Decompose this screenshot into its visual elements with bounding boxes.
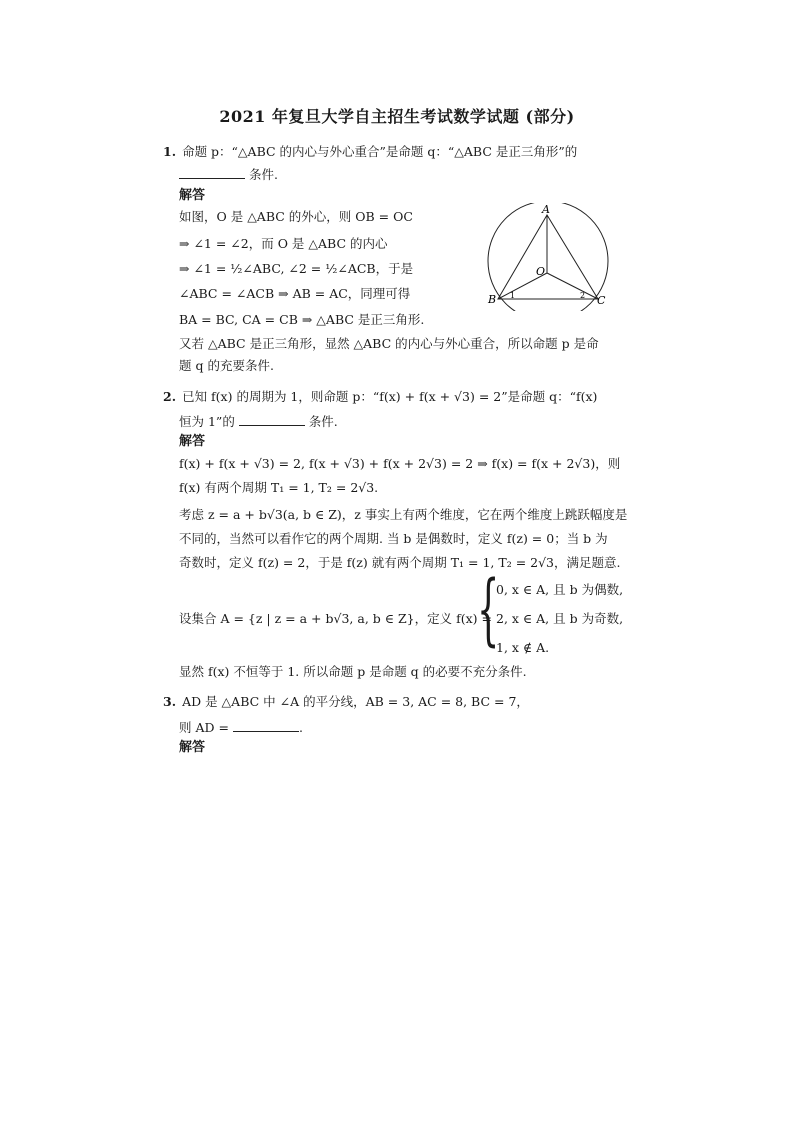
q2-case-1: 0, x ∈ A, 且 b 为偶数, <box>496 582 624 597</box>
q1-stem-line2 <box>179 166 278 183</box>
q2-stem-text-2: 恒为 1”的 <box>179 414 235 429</box>
q2-solution-line-2: f(x) 有两个周期 T₁ = 1, T₂ = 2√3. <box>179 480 379 495</box>
q1-solution-line-2: ⇒ ∠1 = ∠2，而 O 是 △ABC 的内心 <box>179 236 388 251</box>
q1-number: 1. <box>163 144 177 159</box>
page-title: 2021 年复旦大学自主招生考试数学试题 (部分) <box>219 107 575 126</box>
q2-case-3: 1, x ∉ A. <box>496 640 550 655</box>
label-b: B <box>488 293 497 306</box>
q3-answer-heading: 解答 <box>179 740 206 755</box>
label-a: A <box>542 203 550 216</box>
q2-number: 2. <box>163 389 177 404</box>
label-angle-1: 1 <box>510 291 516 300</box>
cases-brace: { <box>477 565 500 655</box>
label-c: C <box>597 294 606 307</box>
q1-solution-line-1: 如图，O 是 △ABC 的外心，则 OB = OC <box>179 209 413 224</box>
q1-solution-line-4: ∠ABC = ∠ACB ⇒ AB = AC，同理可得 <box>179 286 411 301</box>
q2-answer-heading: 解答 <box>179 434 206 449</box>
label-o: O <box>536 265 546 278</box>
q1-solution-line-3: ⇒ ∠1 = ½∠ABC, ∠2 = ½∠ACB，于是 <box>179 261 414 276</box>
q2-set-definition: 设集合 A = {z | z = a + b√3, a, b ∈ Z}，定义 f(x) = <box>179 611 492 626</box>
q2-stem-text: 已知 f(x) 的周期为 1，则命题 p：“f(x) + f(x + √3) = 2”是命题 q：“f(x) <box>182 389 598 404</box>
q3-number: 3. <box>163 694 177 709</box>
q3-stem-text-2: 则 AD = <box>179 720 229 735</box>
q2-solution-line-4: 不同的，当然可以看作它的两个周期. 当 b 是偶数时，定义 f(z) = 0；当 b 为 <box>179 531 608 546</box>
q1-solution-line-5: BA = BC, CA = CB ⇒ △ABC 是正三角形. <box>179 312 425 327</box>
q2-solution-line-5: 奇数时，定义 f(z) = 2，于是 f(z) 就有两个周期 T₁ = 1, T₂ = 2√3，满足题意. <box>179 555 621 570</box>
q1-answer-blank <box>179 166 245 179</box>
q1-stem-line1 <box>163 144 577 160</box>
q1-answer-heading: 解答 <box>179 188 206 203</box>
q3-stem-text: AD 是 △ABC 中 ∠A 的平分线，AB = 3, AC = 8, BC = 7， <box>182 694 529 709</box>
q2-answer-blank <box>239 413 305 426</box>
q1-stem-tail: 条件. <box>248 167 278 182</box>
q3-stem-line1 <box>163 694 529 710</box>
q2-stem-tail: 条件. <box>308 414 338 429</box>
label-angle-2: 2 <box>580 291 586 300</box>
q2-stem-line1 <box>163 389 597 405</box>
q3-stem-line2 <box>179 719 303 736</box>
triangle-circle-figure <box>480 203 630 311</box>
q2-stem-line2 <box>179 413 338 430</box>
q2-solution-line-1: f(x) + f(x + √3) = 2, f(x + √3) + f(x + 2√3) = 2 ⇒ f(x) = f(x + 2√3)，则 <box>179 456 621 471</box>
q2-solution-line-3: 考虑 z = a + b√3(a, b ∈ Z)，z 事实上有两个维度，它在两个维度上跳跃幅度是 <box>179 507 628 522</box>
q3-stem-tail: . <box>298 720 303 735</box>
q1-stem-text: 命题 p：“△ABC 的内心与外心重合”是命题 q：“△ABC 是正三角形”的 <box>182 144 578 159</box>
triangle-abc <box>498 215 598 299</box>
q3-answer-blank <box>233 719 299 732</box>
q2-conclusion: 显然 f(x) 不恒等于 1. 所以命题 p 是命题 q 的必要不充分条件. <box>179 664 527 679</box>
q1-solution-line-6: 又若 △ABC 是正三角形，显然 △ABC 的内心与外心重合，所以命题 p 是命 <box>179 336 599 351</box>
q2-case-2: 2, x ∈ A, 且 b 为奇数, <box>496 611 624 626</box>
q1-solution-line-7: 题 q 的充要条件. <box>179 358 274 373</box>
